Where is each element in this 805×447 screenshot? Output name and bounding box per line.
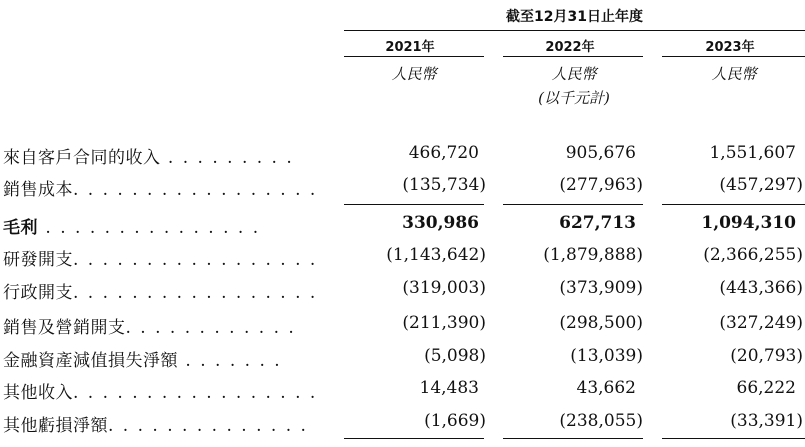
row-label-rd-expenses: 研發開支. . . . . . . . . . . . . . . . . xyxy=(3,250,318,270)
cell-rd-expenses-2021: (1,143,642) xyxy=(386,245,486,265)
row-label-selling-expenses: 銷售及營銷開支. . . . . . . . . . . . xyxy=(3,318,296,338)
cell-cost-of-sales-2022: (277,963) xyxy=(559,175,643,195)
cell-admin-expenses-2022: (373,909) xyxy=(559,278,643,298)
cell-impairment-losses-2021: (5,098) xyxy=(424,346,486,366)
cell-rd-expenses-2022: (1,879,888) xyxy=(543,245,643,265)
cell-revenue-2021: 466,720 xyxy=(408,143,479,163)
cell-other-income-2021: 14,483 xyxy=(419,378,479,398)
column-rule-2023 xyxy=(662,56,805,57)
header-rule xyxy=(344,30,805,31)
column-rule-2021 xyxy=(344,56,484,57)
cell-other-income-2022: 43,662 xyxy=(576,378,636,398)
row-label-admin-expenses: 行政開支. . . . . . . . . . . . . . . . . xyxy=(3,283,318,303)
column-unit-2021: 人民幣 xyxy=(391,65,437,83)
bottom-rule-2021 xyxy=(344,438,484,439)
row-label-other-income: 其他收入. . . . . . . . . . . . . . . . . xyxy=(3,383,318,403)
column-year-2021: 2021年 xyxy=(385,40,435,55)
bottom-rule-2022 xyxy=(503,438,643,439)
cell-gross-profit-2023: 1,094,310 xyxy=(701,213,796,233)
subtotal-rule-2023 xyxy=(662,204,805,205)
bottom-rule-2023 xyxy=(662,438,805,439)
cell-other-income-2023: 66,222 xyxy=(736,378,796,398)
column-year-2022: 2022年 xyxy=(545,40,595,55)
row-label-cost-of-sales: 銷售成本. . . . . . . . . . . . . . . . . xyxy=(3,180,318,200)
cell-cost-of-sales-2023: (457,297) xyxy=(719,175,803,195)
row-label-impairment-losses: 金融資產減值損失淨額 . . . . . . . xyxy=(3,351,282,371)
cell-other-losses-2021: (1,669) xyxy=(424,411,486,431)
cell-rd-expenses-2023: (2,366,255) xyxy=(703,245,803,265)
subtotal-rule-2022 xyxy=(503,204,643,205)
cell-impairment-losses-2022: (13,039) xyxy=(570,346,643,366)
cell-gross-profit-2022: 627,713 xyxy=(559,213,636,233)
cell-selling-expenses-2023: (327,249) xyxy=(719,313,803,333)
row-label-other-losses: 其他虧損淨額. . . . . . . . . . . . . . xyxy=(3,416,308,436)
cell-admin-expenses-2021: (319,003) xyxy=(402,278,486,298)
subtotal-rule-2021 xyxy=(344,204,484,205)
row-label-gross-profit: 毛利 . . . . . . . . . . . . . . . xyxy=(3,218,261,238)
cell-selling-expenses-2022: (298,500) xyxy=(559,313,643,333)
cell-cost-of-sales-2021: (135,734) xyxy=(402,175,486,195)
cell-revenue-2022: 905,676 xyxy=(565,143,636,163)
cell-impairment-losses-2023: (20,793) xyxy=(730,346,803,366)
cell-admin-expenses-2023: (443,366) xyxy=(719,278,803,298)
column-unit-2022: 人民幣 xyxy=(551,65,597,83)
column-rule-2022 xyxy=(503,56,643,57)
row-label-revenue: 來自客戶合同的收入 . . . . . . . . . xyxy=(3,148,294,168)
cell-other-losses-2023: (33,391) xyxy=(730,411,803,431)
cell-gross-profit-2021: 330,986 xyxy=(402,213,479,233)
column-unit-2023: 人民幣 xyxy=(711,65,757,83)
cell-revenue-2023: 1,551,607 xyxy=(709,143,796,163)
cell-selling-expenses-2021: (211,390) xyxy=(402,313,486,333)
column-unit-note: (以千元計) xyxy=(538,89,610,107)
period-header: 截至12月31日止年度 xyxy=(506,9,643,25)
cell-other-losses-2022: (238,055) xyxy=(559,411,643,431)
column-year-2023: 2023年 xyxy=(705,40,755,55)
